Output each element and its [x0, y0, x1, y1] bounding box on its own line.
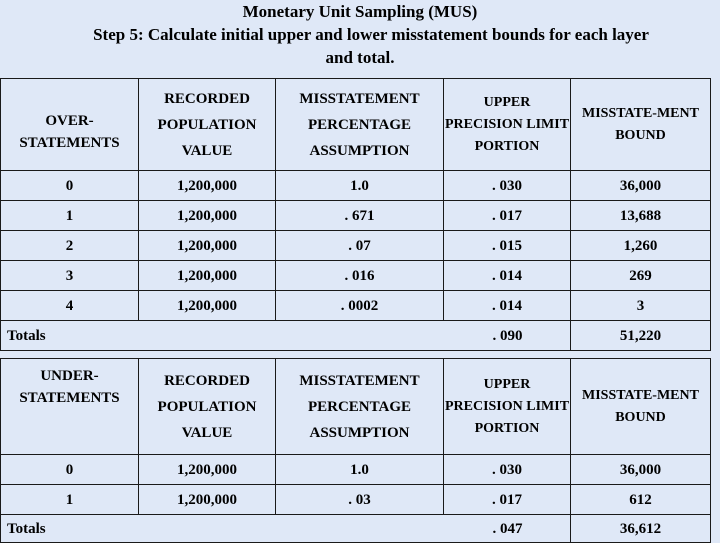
understatements-table	[0, 358, 711, 543]
recorded-value-cell: 1,200,000	[139, 201, 276, 231]
upper-precision-cell: . 017	[444, 201, 571, 231]
header-misstatement-bound: MISSTATE-MENT BOUND	[571, 359, 711, 455]
title-line-1: Monetary Unit Sampling (MUS)	[242, 2, 478, 21]
understatements-header-row	[1, 359, 711, 455]
misstatement-bound-cell: 3	[571, 291, 711, 321]
upper-precision-cell: . 017	[444, 485, 571, 515]
layer-cell: 1	[1, 485, 139, 515]
misstatement-pct-cell: 1.0	[276, 455, 444, 485]
totals-misstatement-bound: 51,220	[571, 321, 711, 351]
title-line-3: and total.	[325, 48, 395, 67]
misstatement-pct-cell: . 016	[276, 261, 444, 291]
totals-label: Totals	[7, 327, 46, 344]
totals-upper-precision: . 090	[492, 328, 523, 344]
recorded-value-cell: 1,200,000	[139, 485, 276, 515]
misstatement-pct-cell: . 0002	[276, 291, 444, 321]
misstatement-bound-cell: 13,688	[571, 201, 711, 231]
overstatements-header-label: OVER-STATEMENTS	[1, 79, 139, 171]
misstatement-pct-cell: . 03	[276, 485, 444, 515]
understatements-totals-row	[1, 515, 711, 543]
misstatement-pct-cell: . 671	[276, 201, 444, 231]
upper-precision-cell: . 014	[444, 291, 571, 321]
recorded-value-cell: 1,200,000	[139, 455, 276, 485]
table-row	[1, 171, 711, 201]
layer-cell: 0	[1, 171, 139, 201]
header-misstatement-bound: MISSTATE-MENT BOUND	[571, 79, 711, 171]
table-row	[1, 261, 711, 291]
upper-precision-cell: . 015	[444, 231, 571, 261]
layer-cell: 4	[1, 291, 139, 321]
table-row	[1, 291, 711, 321]
header-recorded-population: RECORDED POPULATION VALUE	[139, 359, 276, 455]
layer-cell: 2	[1, 231, 139, 261]
header-misstatement-percentage: MISSTATEMENT PERCENTAGE ASSUMPTION	[276, 359, 444, 455]
header-upper-precision: UPPER PRECISION LIMIT PORTION	[444, 79, 571, 171]
recorded-value-cell: 1,200,000	[139, 171, 276, 201]
totals-label: Totals	[7, 520, 46, 537]
misstatement-bound-cell: 269	[571, 261, 711, 291]
table-row	[1, 231, 711, 261]
slide-title	[0, 0, 720, 69]
recorded-value-cell: 1,200,000	[139, 291, 276, 321]
recorded-value-cell: 1,200,000	[139, 261, 276, 291]
title-line-2: Step 5: Calculate initial upper and lower misstatement bounds for each layer	[93, 25, 649, 44]
table-row	[1, 485, 711, 515]
misstatement-bound-cell: 612	[571, 485, 711, 515]
overstatements-totals-row	[1, 321, 711, 351]
header-upper-precision: UPPER PRECISION LIMIT PORTION	[444, 359, 571, 455]
misstatement-bound-cell: 1,260	[571, 231, 711, 261]
misstatement-bound-cell: 36,000	[571, 171, 711, 201]
header-recorded-population: RECORDED POPULATION VALUE	[139, 79, 276, 171]
misstatement-pct-cell: 1.0	[276, 171, 444, 201]
understatements-header-label: UNDER-STATEMENTS	[1, 359, 139, 455]
layer-cell: 1	[1, 201, 139, 231]
overstatements-table	[0, 78, 711, 351]
upper-precision-cell: . 014	[444, 261, 571, 291]
layer-cell: 0	[1, 455, 139, 485]
table-row	[1, 201, 711, 231]
table-row	[1, 455, 711, 485]
totals-upper-precision: . 047	[492, 521, 523, 537]
upper-precision-cell: . 030	[444, 455, 571, 485]
layer-cell: 3	[1, 261, 139, 291]
overstatements-header-row	[1, 79, 711, 171]
misstatement-bound-cell: 36,000	[571, 455, 711, 485]
recorded-value-cell: 1,200,000	[139, 231, 276, 261]
header-misstatement-percentage: MISSTATEMENT PERCENTAGE ASSUMPTION	[276, 79, 444, 171]
totals-misstatement-bound: 36,612	[571, 515, 711, 543]
upper-precision-cell: . 030	[444, 171, 571, 201]
misstatement-pct-cell: . 07	[276, 231, 444, 261]
